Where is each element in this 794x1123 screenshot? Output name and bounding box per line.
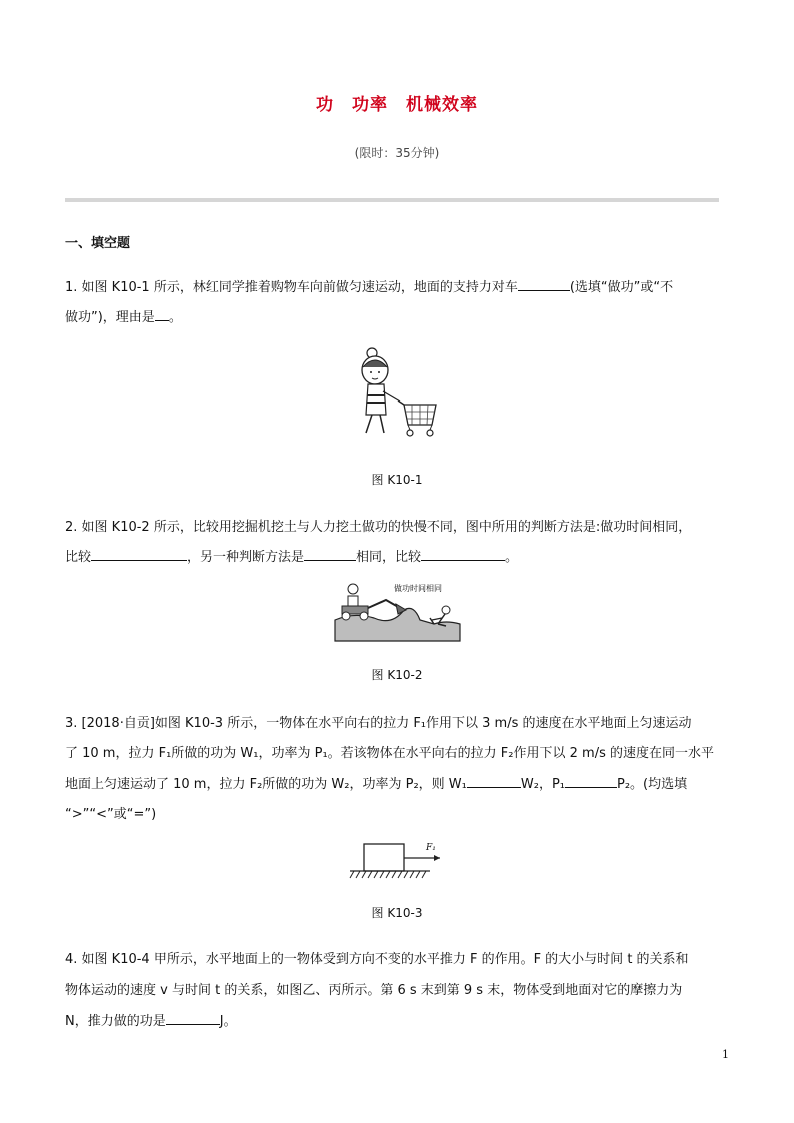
q1-text: 1. 如图 K10-1 所示，林红同学推着购物车向前做匀速运动，地面的支持力对车 bbox=[65, 280, 518, 295]
q4-line1: 4. 如图 K10-4 甲所示，水平地面上的一物体受到方向不变的水平推力 F 的作用。F 的大小与时间 t 的关系和 bbox=[65, 952, 689, 967]
caption-k10-1: 图 K10-1 bbox=[371, 473, 423, 487]
q1-blank-2 bbox=[155, 308, 169, 321]
q2-text-b: ，另一种判断方法是 bbox=[187, 550, 305, 565]
q1-line1 bbox=[65, 276, 673, 295]
q4-line3 bbox=[65, 1010, 237, 1029]
page-title: 功 功率 机械效率 bbox=[316, 95, 478, 115]
q3-line2: 了 10 m，拉力 F₁所做的功为 W₁，功率为 P₁。若该物体在水平向右的拉力 F₂作用下以 2 m/s 的速度在同一水平 bbox=[65, 746, 714, 761]
section-heading: 一、填空题 bbox=[65, 236, 131, 251]
q2-blank-2 bbox=[304, 548, 356, 561]
caption-k10-3: 图 K10-3 bbox=[371, 906, 423, 920]
q2-text-c: 相同，比较 bbox=[356, 550, 422, 565]
q4-line2: 物体运动的速度 v 与时间 t 的关系，如图乙、丙所示。第 6 s 末到第 9 s 末，物体受到地面对它的摩擦力为 bbox=[65, 983, 683, 998]
q2-text-d: 。 bbox=[505, 550, 519, 565]
q4-blank-1 bbox=[166, 1012, 220, 1025]
q2-text-a: 比较 bbox=[65, 550, 92, 565]
figure-label: 做功时间相同 bbox=[394, 584, 442, 593]
force-label: F₁ bbox=[426, 843, 436, 853]
figure-block-force bbox=[348, 840, 448, 880]
divider bbox=[65, 198, 719, 202]
q2-line2 bbox=[65, 546, 518, 565]
q3-line3 bbox=[65, 773, 687, 792]
q3-blank-2 bbox=[565, 775, 617, 788]
q4-text-a: N，推力做的功是 bbox=[65, 1014, 166, 1029]
figure-shopping-cart bbox=[350, 345, 442, 440]
q2-line1: 2. 如图 K10-2 所示，比较用挖掘机挖土与人力挖土做功的快慢不同，图中所用的判断方法是:做功时间相同， bbox=[65, 520, 692, 535]
q1-text-4: 。 bbox=[168, 310, 182, 325]
page-number: 1 bbox=[722, 1048, 729, 1061]
caption-k10-2: 图 K10-2 bbox=[371, 668, 423, 682]
q3-text-b: W₂，P₁ bbox=[520, 777, 565, 792]
q1-blank-1 bbox=[518, 278, 570, 291]
q1-line2 bbox=[65, 306, 182, 325]
q3-line1: 3. [2018·自贡]如图 K10-3 所示，一物体在水平向右的拉力 F₁作用下以 3 m/s 的速度在水平地面上匀速运动 bbox=[65, 716, 692, 731]
q4-text-b: J。 bbox=[219, 1014, 237, 1029]
q3-line4: “>”“<”或“=”) bbox=[65, 807, 157, 822]
figure-excavator bbox=[334, 580, 462, 642]
q3-text-c: P₂。(均选填 bbox=[617, 777, 688, 792]
q1-text-2: (选填“做功”或“不 bbox=[569, 280, 674, 295]
q2-blank-1 bbox=[91, 548, 187, 561]
q2-blank-3 bbox=[421, 548, 505, 561]
time-limit: (限时：35分钟) bbox=[354, 146, 440, 160]
q3-blank-1 bbox=[467, 775, 521, 788]
q3-text-a: 地面上匀速运动了 10 m，拉力 F₂所做的功为 W₂，功率为 P₂，则 W₁ bbox=[65, 777, 467, 792]
q1-text-3: 做功”)，理由是 bbox=[65, 310, 155, 325]
